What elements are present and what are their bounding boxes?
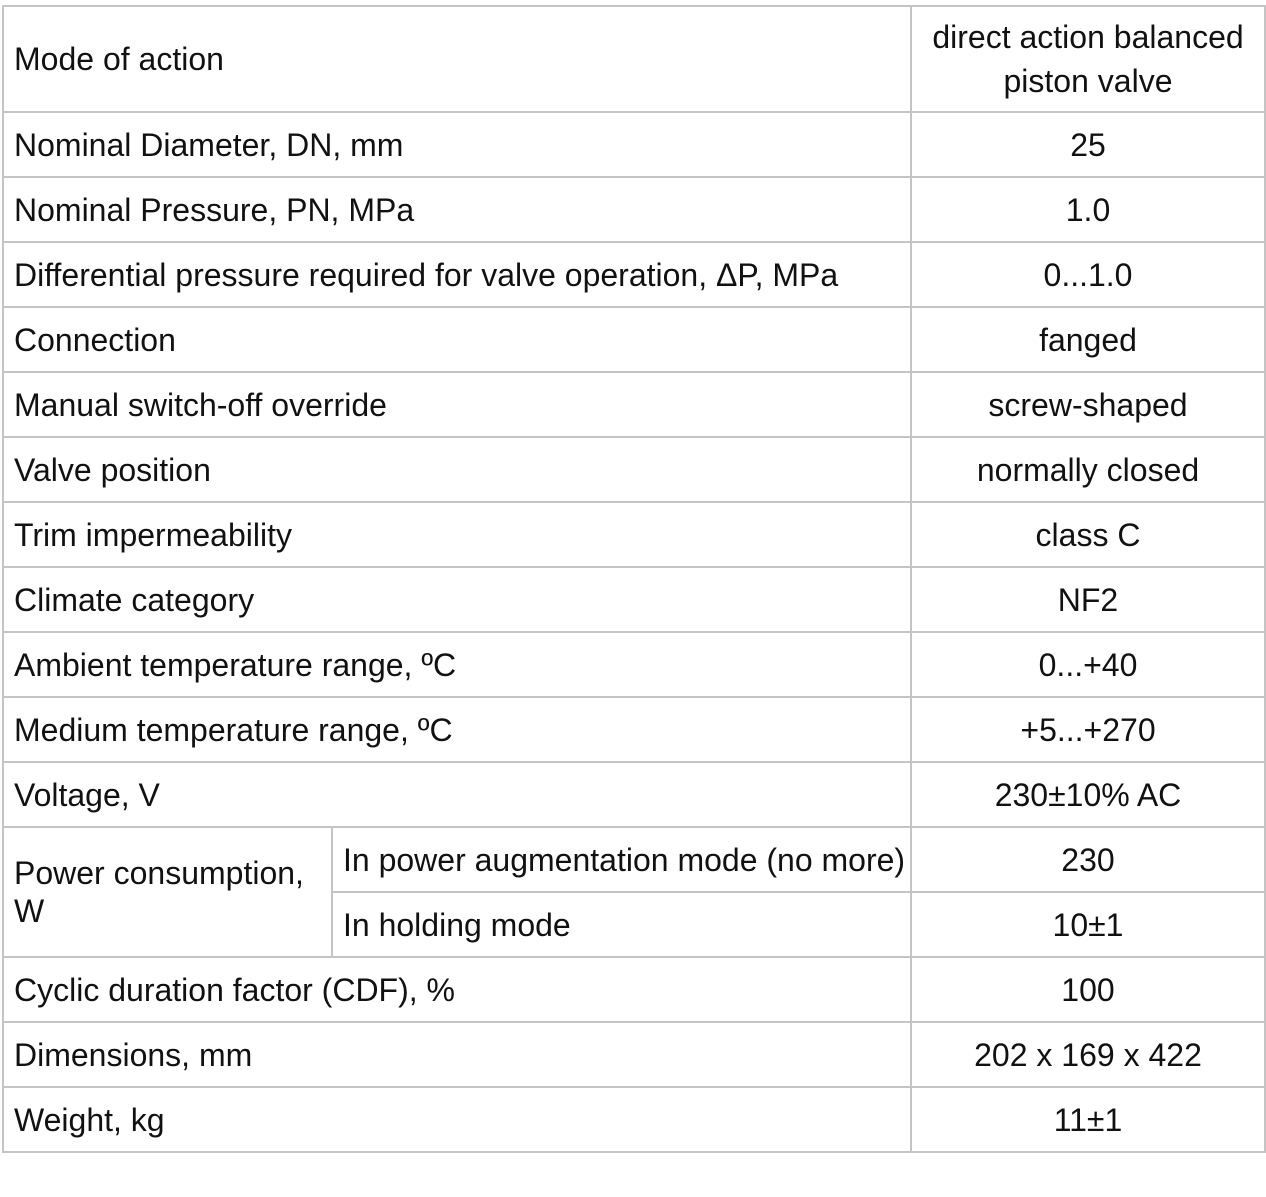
value-manual-override: screw-shaped bbox=[911, 372, 1265, 437]
param-climate-category: Climate category bbox=[3, 567, 911, 632]
value-medium-temperature: +5...+270 bbox=[911, 697, 1265, 762]
param-power-consumption: Power consumption, W bbox=[3, 827, 332, 957]
param-trim-impermeability: Trim impermeability bbox=[3, 502, 911, 567]
param-valve-position: Valve position bbox=[3, 437, 911, 502]
value-ambient-temperature: 0...+40 bbox=[911, 632, 1265, 697]
table-row bbox=[3, 502, 1265, 567]
table-row bbox=[3, 6, 1265, 112]
table-row bbox=[3, 567, 1265, 632]
value-cyclic-duration: 100 bbox=[911, 957, 1265, 1022]
value-holding-mode: 10±1 bbox=[911, 892, 1265, 957]
param-ambient-temperature: Ambient temperature range, ºC bbox=[3, 632, 911, 697]
value-mode-of-action: direct action balanced piston valve bbox=[911, 6, 1265, 112]
table-row bbox=[3, 632, 1265, 697]
param-nominal-pressure: Nominal Pressure, PN, MPa bbox=[3, 177, 911, 242]
table-row bbox=[3, 112, 1265, 177]
table-row bbox=[3, 307, 1265, 372]
param-nominal-diameter: Nominal Diameter, DN, mm bbox=[3, 112, 911, 177]
table-row bbox=[3, 372, 1265, 437]
table-row bbox=[3, 177, 1265, 242]
value-dimensions: 202 x 169 x 422 bbox=[911, 1022, 1265, 1087]
param-power-augmentation: In power augmentation mode (no more) bbox=[332, 827, 911, 892]
value-differential-pressure: 0...1.0 bbox=[911, 242, 1265, 307]
specifications-table bbox=[2, 5, 1266, 1153]
param-holding-mode: In holding mode bbox=[332, 892, 911, 957]
param-manual-override: Manual switch-off override bbox=[3, 372, 911, 437]
param-cyclic-duration: Cyclic duration factor (CDF), % bbox=[3, 957, 911, 1022]
value-power-augmentation: 230 bbox=[911, 827, 1265, 892]
table-row bbox=[3, 437, 1265, 502]
value-trim-impermeability: class C bbox=[911, 502, 1265, 567]
value-valve-position: normally closed bbox=[911, 437, 1265, 502]
value-connection: fanged bbox=[911, 307, 1265, 372]
param-weight: Weight, kg bbox=[3, 1087, 911, 1152]
param-differential-pressure: Differential pressure required for valve operation, ΔP, MPa bbox=[3, 242, 911, 307]
value-voltage: 230±10% AC bbox=[911, 762, 1265, 827]
value-nominal-pressure: 1.0 bbox=[911, 177, 1265, 242]
value-climate-category: NF2 bbox=[911, 567, 1265, 632]
table-row bbox=[3, 697, 1265, 762]
table-row bbox=[3, 1087, 1265, 1152]
param-dimensions: Dimensions, mm bbox=[3, 1022, 911, 1087]
table-row bbox=[3, 1022, 1265, 1087]
param-connection: Connection bbox=[3, 307, 911, 372]
param-mode-of-action: Mode of action bbox=[3, 6, 911, 112]
param-voltage: Voltage, V bbox=[3, 762, 911, 827]
table-row bbox=[3, 827, 1265, 892]
value-nominal-diameter: 25 bbox=[911, 112, 1265, 177]
table-row bbox=[3, 762, 1265, 827]
table-row bbox=[3, 957, 1265, 1022]
table-row bbox=[3, 242, 1265, 307]
param-medium-temperature: Medium temperature range, ºC bbox=[3, 697, 911, 762]
value-weight: 11±1 bbox=[911, 1087, 1265, 1152]
